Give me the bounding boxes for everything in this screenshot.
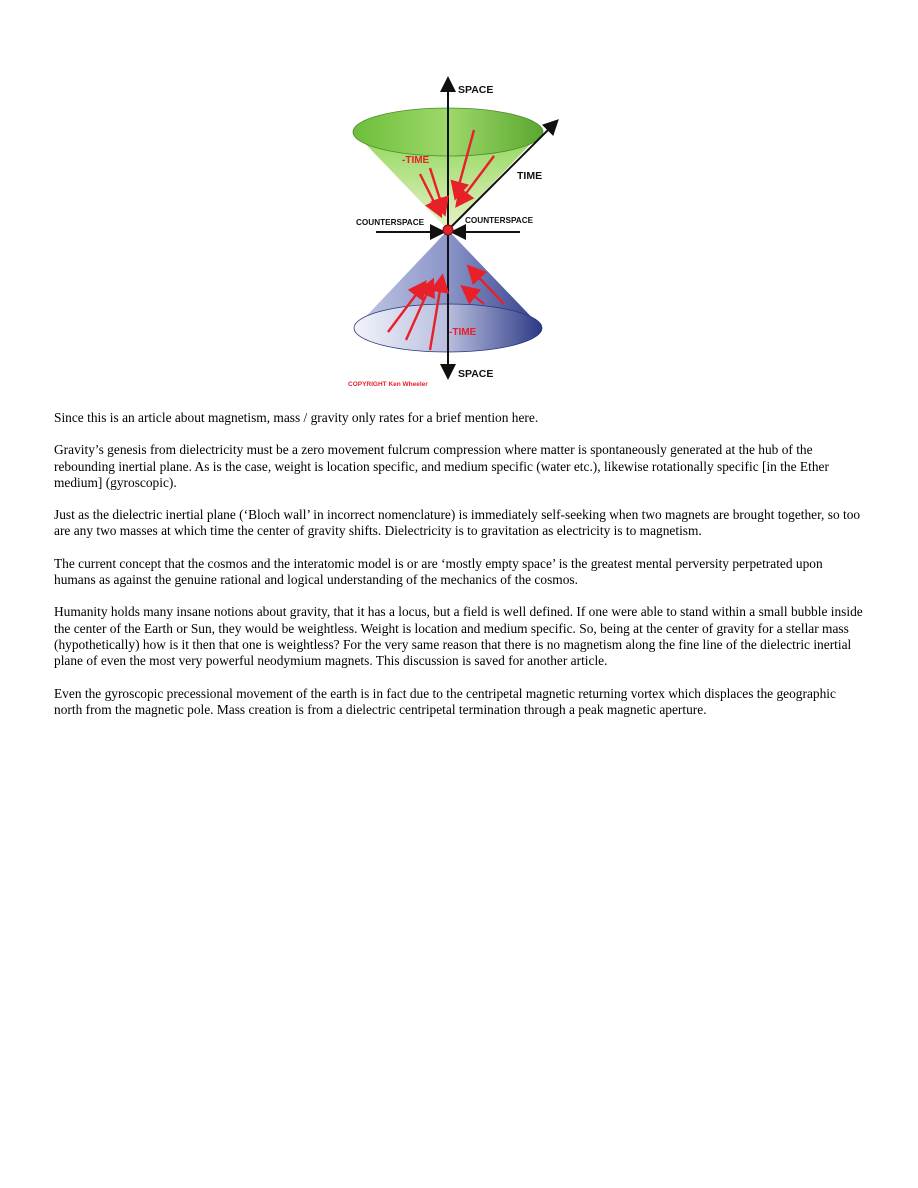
label-counterspace-right: COUNTERSPACE — [465, 216, 534, 225]
label-neg-time-bottom: -TIME — [449, 327, 477, 338]
origin-point — [443, 225, 453, 235]
label-neg-time-top: -TIME — [402, 155, 430, 166]
copyright-label: COPYRIGHT Ken Wheeler — [348, 381, 428, 388]
label-space-top: SPACE — [458, 84, 494, 96]
paragraph: Gravity’s genesis from dielectricity must be a zero movement fulcrum compression where matter is spontaneously generated at the hub of the rebounding inertial plane. As is the case, weight is location specific, and medium specific (water etc.), likewise rotationally specific [in the Ether medium] (gyroscopic). — [54, 442, 829, 490]
paragraph: The current concept that the cosmos and the interatomic model is or are ‘mostly empty space’ is the greatest mental perversity perpetrated upon humans as against the genuine rational and logical understanding of the mechanics of the cosmos. — [54, 555, 823, 588]
article-body — [54, 410, 866, 734]
paragraph: Even the gyroscopic precessional movement of the earth is in fact due to the centripetal magnetic returning vortex which displaces the geographic north from the magnetic pole. Mass creation is from a dielectric centripetal termination through a peak magnetic aperture. — [54, 685, 836, 717]
light-cone-svg — [344, 64, 570, 396]
paragraph: Since this is an article about magnetism, mass / gravity only rates for a brief mention here. — [54, 410, 539, 425]
light-cone-diagram — [344, 64, 570, 396]
paragraph: Humanity holds many insane notions about gravity, that it has a locus, but a field is well defined. If one were able to stand within a small bubble inside the center of the Earth or Sun, they would be weightless. Weight is location and medium specific. So, being at the center of gravity for a stellar mass (hypothetically) how is it then that one is weightless? For the very same reason that there is no magnetism along the fine line of the dielectric inertial plane of even the most very powerful neodymium magnets. This discussion is saved for another article. — [54, 604, 863, 669]
paragraph: Just as the dielectric inertial plane (‘Bloch wall’ in incorrect nomenclature) is immediately self-seeking when two magnets are brought together, so too are any two masses at which time the center of gravity shifts. Dielectricity is to gravitation as electricity is to magnetism. — [54, 507, 861, 539]
label-space-bottom: SPACE — [458, 368, 494, 380]
label-time: TIME — [517, 170, 543, 182]
label-counterspace-left: COUNTERSPACE — [356, 218, 425, 227]
